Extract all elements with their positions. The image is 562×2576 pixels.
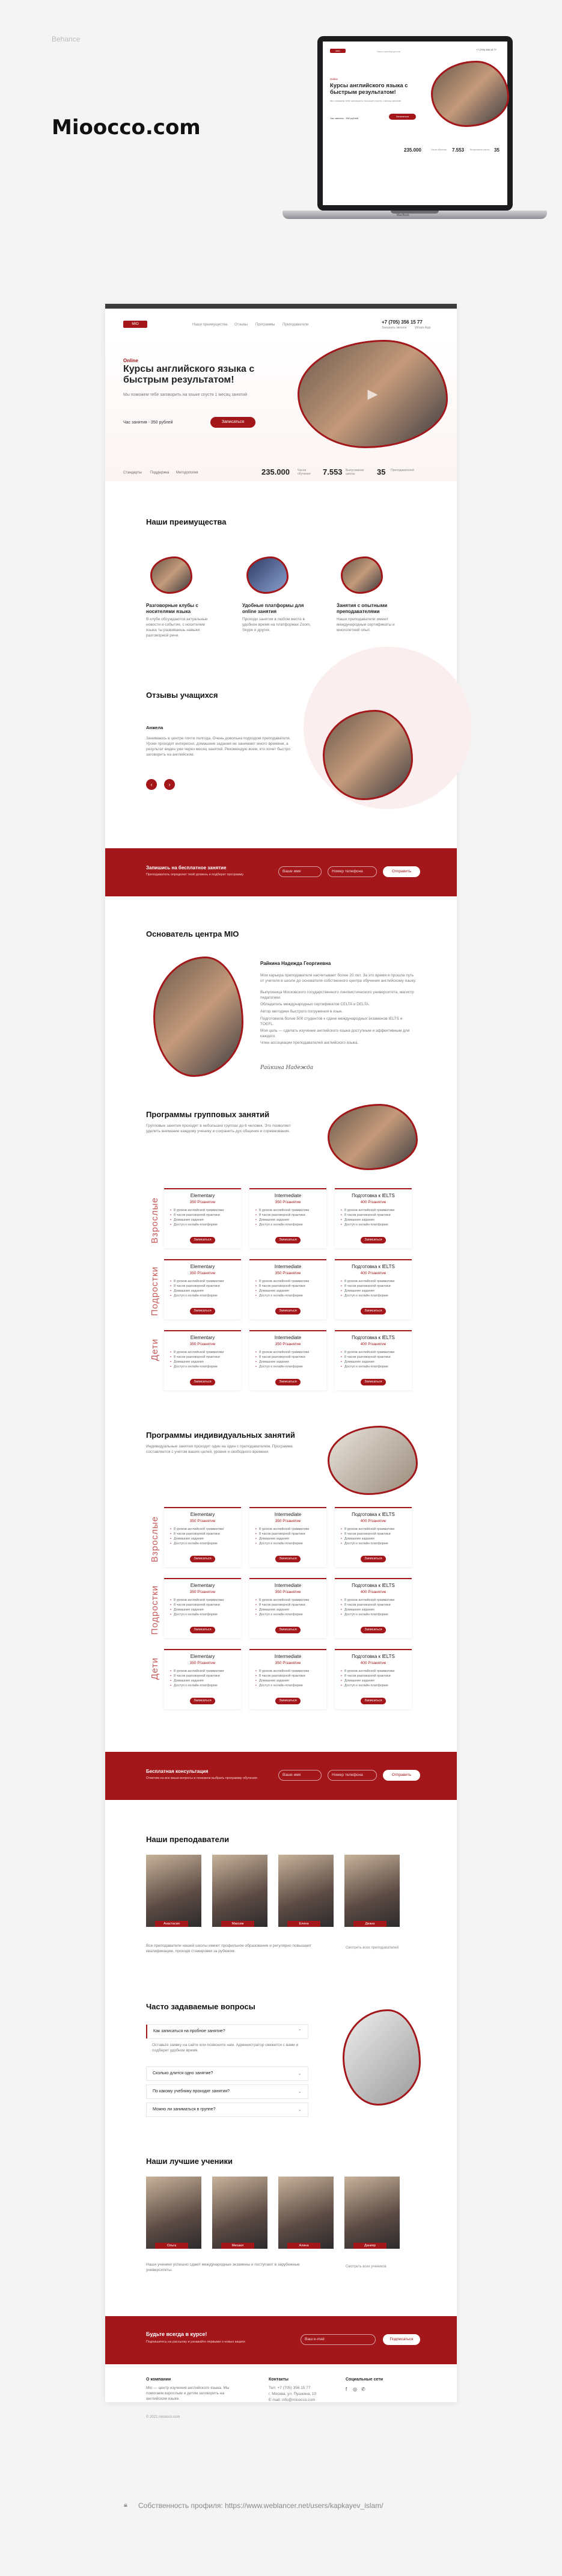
website-mockup <box>105 304 457 2419</box>
feature: • 8 уроков английской грамматики <box>259 1208 319 1213</box>
founder-para-4: Автор методики быстрого погружения в язык. <box>260 1009 343 1014</box>
card-signup-button[interactable]: Записаться <box>361 1556 386 1562</box>
feature: • 8 уроков английской грамматики <box>174 1669 234 1674</box>
feature: • 8 уроков английской грамматики <box>174 1208 234 1213</box>
feature: • Домашние задания <box>174 1607 234 1612</box>
pricing-card <box>164 1330 241 1390</box>
students-title: Наши лучшие ученики <box>146 2157 233 2166</box>
card-level: Подготовка к IELTS <box>352 1264 395 1269</box>
teacher-name: Елена <box>287 1921 320 1927</box>
hero-price: Час занятия - 350 рублей <box>123 421 173 425</box>
nav-reviews[interactable]: Отзывы <box>234 323 248 327</box>
card-signup-button[interactable]: Записаться <box>275 1237 301 1243</box>
card-level: Подготовка к IELTS <box>352 1512 395 1517</box>
card-price: 400 Р/занятие <box>360 1519 386 1523</box>
card-signup-button[interactable]: Записаться <box>361 1379 386 1385</box>
advantage-3-title: Занятия с опытными преподавателями <box>337 603 388 614</box>
feature: • Доступ к онлайн-платформе <box>174 1541 234 1546</box>
review-author: Анжела <box>146 725 163 730</box>
feature: • 8 уроков английской грамматики <box>344 1279 405 1284</box>
mini-nav: Наши преимущества <box>377 50 400 53</box>
faq-question: Как записаться на пробное занятие? <box>153 2029 225 2033</box>
teachers-text: Все преподаватели нашей школы имеют профильное образование и регулярно повышают квалификацию, проходя стажировки за рубежом. <box>146 1944 312 1953</box>
call-link[interactable]: Заказать звонок <box>382 326 407 330</box>
founder-para-3: Обладатель международных сертификатов CELTA и DELTA. <box>260 1002 370 1006</box>
card-level: Elementary <box>190 1654 215 1659</box>
feature: • Домашние задания <box>259 1289 319 1293</box>
students-text: Наши ученики успешно сдают международные экзамены и поступают в зарубежные университеты. <box>146 2263 300 2272</box>
pricing-card <box>249 1649 326 1709</box>
feature: • 8 часов разговорной практики <box>174 1532 234 1536</box>
advantage-1-text: В клубе обсуждаются актуальные новости и события, с носителем языка ты развиваешь навыки разговорной речи. <box>146 617 208 638</box>
card-signup-button[interactable]: Записаться <box>190 1698 215 1704</box>
feature: • 8 уроков английской грамматики <box>174 1350 234 1355</box>
signup-banner-title: Запишись на бесплатное занятие <box>146 865 227 870</box>
footer-contact-address: г. Москва, ул. Пушкина, 10 <box>269 2392 317 2396</box>
student-name: Михаил <box>221 2243 254 2249</box>
faq-item[interactable] <box>146 2085 308 2099</box>
consult-banner-subtitle: Ответим на все ваши вопросы и поможем выбрать программу обучения <box>146 1776 257 1780</box>
stat-graduates-value: 7.553 <box>323 467 343 476</box>
logo[interactable]: MIO <box>123 321 147 328</box>
hero-subtitle: Мы поможем тебе заговорить на языке спустя 1 месяц занятий <box>123 393 248 397</box>
feature: • Доступ к онлайн-платформе <box>259 1222 319 1227</box>
feature: • 8 уроков английской грамматики <box>344 1598 405 1603</box>
feature: • Домашние задания <box>174 1218 234 1222</box>
feature: • 8 уроков английской грамматики <box>174 1527 234 1532</box>
lock-icon: 🔒︎ <box>124 2501 127 2509</box>
feature: • 8 часов разговорной практики <box>174 1674 234 1678</box>
feature: • Доступ к онлайн-платформе <box>174 1364 234 1369</box>
card-price: 350 Р/занятие <box>275 1519 301 1523</box>
feature: • Домашние задания <box>174 1289 234 1293</box>
stat-hours-value: 235.000 <box>261 467 290 476</box>
card-price: 350 Р/занятие <box>189 1342 216 1346</box>
card-level: Подготовка к IELTS <box>352 1654 395 1659</box>
newsletter-subtitle: Подпишитесь на рассылку и узнавайте первыми о новых акциях <box>146 2340 246 2344</box>
reviews-title: Отзывы учащихся <box>146 691 218 700</box>
instagram-icon[interactable]: ◎ <box>353 2386 357 2392</box>
feature: • Домашние задания <box>344 1536 405 1541</box>
teachers-more-link[interactable]: Смотреть всех преподавателей <box>346 1946 399 1950</box>
feature: • 8 часов разговорной практики <box>174 1213 234 1218</box>
pricing-card <box>164 1649 241 1709</box>
feature: • Доступ к онлайн-платформе <box>174 1222 234 1227</box>
newsletter-title: Будьте всегда в курсе! <box>146 2331 207 2337</box>
feature: • 8 уроков английской грамматики <box>344 1527 405 1532</box>
laptop-screen-content <box>323 42 507 205</box>
feature: • 8 уроков английской грамматики <box>344 1208 405 1213</box>
pricing-card <box>335 1578 412 1638</box>
laptop-mockup <box>317 36 513 211</box>
chevron-up-icon: ⌃ <box>298 2029 302 2034</box>
footer-contact-email[interactable]: E-mail: info@mioocco.com <box>269 2398 316 2402</box>
feature: • 8 уроков английской грамматики <box>174 1279 234 1284</box>
feature: • 8 часов разговорной практики <box>344 1284 405 1289</box>
review-prev-button[interactable]: ‹ <box>146 779 157 790</box>
newsletter-submit-button[interactable]: Подписаться <box>383 2334 420 2345</box>
mini-stat-2: 7.553 <box>452 147 465 153</box>
card-level: Elementary <box>190 1512 215 1517</box>
card-price: 350 Р/занятие <box>189 1590 216 1594</box>
card-level: Elementary <box>190 1583 215 1588</box>
feature: • Домашние задания <box>259 1218 319 1222</box>
feature: • Доступ к онлайн-платформе <box>174 1683 234 1688</box>
pricing-card <box>335 1507 412 1567</box>
advantage-1-title: Разговорные клубы с носителями языка <box>146 603 198 614</box>
advantage-2-image <box>246 556 289 594</box>
signup-banner-subtitle: Преподаватель определит твой уровень и подберет программу <box>146 873 244 877</box>
feature: • Доступ к онлайн-платформе <box>344 1541 405 1546</box>
nav-programs[interactable]: Программы <box>255 323 275 327</box>
chip-standards[interactable]: Стандарты <box>123 471 142 475</box>
card-level: Intermediate <box>274 1512 302 1517</box>
card-price: 350 Р/занятие <box>189 1661 216 1665</box>
pricing-card <box>249 1188 326 1248</box>
chevron-down-icon: ⌄ <box>298 2089 302 2094</box>
footer-social-title: Социальные сети <box>346 2377 383 2382</box>
feature: • 8 часов разговорной практики <box>259 1284 319 1289</box>
category-teens: Подростки <box>150 1266 160 1316</box>
hero-title: Курсы английского языка с быстрым результатом! <box>123 364 255 385</box>
stat-teachers-label: Преподавателей <box>391 469 414 472</box>
hero-image <box>298 340 448 448</box>
feature: • Доступ к онлайн-платформе <box>344 1222 405 1227</box>
project-title: Mioocco.com <box>52 116 201 140</box>
feature: • Домашние задания <box>259 1678 319 1683</box>
feature: • 8 часов разговорной практики <box>344 1674 405 1678</box>
card-level: Подготовка к IELTS <box>352 1335 395 1340</box>
consult-phone-input[interactable]: Номер телефона <box>328 1770 377 1781</box>
review-next-button[interactable]: › <box>164 779 175 790</box>
laptop-label: MacBook <box>397 214 409 217</box>
card-signup-button[interactable]: Записаться <box>275 1556 301 1562</box>
feature: • Доступ к онлайн-платформе <box>259 1541 319 1546</box>
student-card[interactable] <box>146 2177 201 2249</box>
card-signup-button[interactable]: Записаться <box>361 1308 386 1314</box>
footer-contact-phone[interactable]: Тел: +7 (705) 356 15 77 <box>269 2386 311 2390</box>
faq-item[interactable] <box>146 2024 308 2039</box>
individual-programs-title: Программы индивидуальных занятий <box>146 1431 295 1440</box>
mini-hero-image <box>431 61 509 127</box>
signup-phone-input[interactable]: Номер телефона <box>328 866 377 877</box>
teacher-name: Максим <box>221 1921 254 1927</box>
student-name: Данияр <box>353 2243 386 2249</box>
group-programs-title: Программы групповых занятий <box>146 1110 270 1119</box>
chip-methodology[interactable]: Методология <box>176 471 198 475</box>
pricing-card <box>335 1649 412 1709</box>
mini-stat-2-label: Выпускников школы <box>470 149 490 151</box>
feature: • Доступ к онлайн-платформе <box>259 1364 319 1369</box>
card-level: Elementary <box>190 1335 215 1340</box>
mini-stat-3: 35 <box>494 147 499 153</box>
feature: • Домашние задания <box>259 1536 319 1541</box>
advantage-2-title: Удобные платформы для online занятия <box>242 603 304 614</box>
feature: • 8 часов разговорной практики <box>174 1355 234 1360</box>
student-card[interactable] <box>212 2177 267 2249</box>
category-adults: Взрослые <box>150 1197 160 1243</box>
founder-para-1: Моя карьера преподавателя насчитывает более 20 лет. За это время я прошла путь от учителя в школе до основателя собственного центра обучения английскому языку. <box>260 973 417 983</box>
header-phone[interactable]: +7 (705) 356 15 77 <box>382 319 423 325</box>
teacher-card[interactable] <box>344 1855 400 1927</box>
card-signup-button[interactable]: Записаться <box>275 1379 301 1385</box>
faq-item[interactable] <box>146 2103 308 2117</box>
feature: • 8 часов разговорной практики <box>344 1603 405 1607</box>
chevron-down-icon: ⌄ <box>298 2107 302 2112</box>
founder-name: Райкина Надежда Георгиевна <box>260 961 331 966</box>
hero-kicker: Online <box>123 358 138 363</box>
advantage-3-image <box>341 556 383 594</box>
card-level: Подготовка к IELTS <box>352 1193 395 1198</box>
pricing-card <box>164 1259 241 1319</box>
signup-name-input[interactable]: Ваше имя <box>278 866 322 877</box>
card-level: Intermediate <box>274 1583 302 1588</box>
feature: • Доступ к онлайн-платформе <box>259 1293 319 1298</box>
feature: • Домашние задания <box>344 1289 405 1293</box>
feature: • 8 часов разговорной практики <box>259 1532 319 1536</box>
feature: • 8 уроков английской грамматики <box>174 1598 234 1603</box>
founder-para-2: Выпускница Московского государственного лингвистического университета, магистр педагогики. <box>260 990 414 1000</box>
consult-name-input[interactable]: Ваше имя <box>278 1770 322 1781</box>
advantage-1-image <box>150 556 192 594</box>
feature: • Доступ к онлайн-платформе <box>344 1364 405 1369</box>
card-level: Подготовка к IELTS <box>352 1583 395 1588</box>
mini-phone: +7 (705) 356 15 77 <box>476 48 496 51</box>
founder-title: Основатель центра MIO <box>146 929 239 938</box>
card-level: Intermediate <box>274 1193 302 1198</box>
card-price: 400 Р/занятие <box>360 1590 386 1594</box>
card-signup-button[interactable]: Записаться <box>190 1379 215 1385</box>
feature: • Доступ к онлайн-платформе <box>259 1683 319 1688</box>
mini-hero-subtitle: Мы поможем тебе заговорить на языке спустя 1 месяц занятий <box>330 99 401 102</box>
chat-link[interactable]: Whats App <box>415 326 431 330</box>
teacher-name: Диана <box>353 1921 386 1927</box>
consult-banner-title: Бесплатная консультация <box>146 1769 209 1774</box>
feature: • Доступ к онлайн-платформе <box>174 1612 234 1617</box>
teacher-card[interactable] <box>278 1855 334 1927</box>
card-signup-button[interactable]: Записаться <box>275 1698 301 1704</box>
card-price: 400 Р/занятие <box>360 1271 386 1275</box>
individual-pricing-grid <box>146 1507 423 1718</box>
group-pricing-grid <box>146 1188 423 1399</box>
student-name: Ольга <box>155 2243 188 2249</box>
mini-hero-price: Час занятия - 350 рублей <box>330 117 359 120</box>
founder-para-6: Моя цель — сделать изучение английского языка доступным и эффективным для каждого. <box>260 1029 410 1038</box>
nav-advantages[interactable]: Наши преимущества <box>192 323 228 327</box>
founder-photo <box>153 957 243 1077</box>
card-price: 400 Р/занятие <box>360 1200 386 1204</box>
feature: • 8 часов разговорной практики <box>259 1213 319 1218</box>
footer-copyright: © 2021 mioocco.com <box>146 2415 180 2419</box>
pricing-card <box>249 1330 326 1390</box>
consult-submit-button[interactable]: Отправить <box>383 1770 420 1781</box>
faq-title: Часто задаваемые вопросы <box>146 2002 255 2011</box>
pricing-card <box>249 1507 326 1567</box>
feature: • Домашние задания <box>174 1360 234 1364</box>
student-card[interactable] <box>344 2177 400 2249</box>
feature: • Домашние задания <box>259 1360 319 1364</box>
feature: • 8 уроков английской грамматики <box>259 1527 319 1532</box>
advantages-title: Наши преимущества <box>146 517 227 526</box>
feature: • 8 часов разговорной практики <box>344 1532 405 1536</box>
browser-bar <box>105 304 457 309</box>
student-card[interactable] <box>278 2177 334 2249</box>
mini-kicker: Online <box>330 78 338 81</box>
pricing-card <box>164 1578 241 1638</box>
feature: • 8 часов разговорной практики <box>344 1355 405 1360</box>
category-kids: Дети <box>150 1339 160 1361</box>
pricing-card <box>335 1330 412 1390</box>
founder-para-7: Член ассоциации преподавателей английского языка. <box>260 1041 359 1045</box>
feature: • 8 уроков английской грамматики <box>344 1350 405 1355</box>
advantage-3-text: Наши преподаватели имеют международные сертификаты и многолетний опыт. <box>337 617 395 632</box>
card-price: 400 Р/занятие <box>360 1342 386 1346</box>
pricing-card <box>249 1259 326 1319</box>
card-level: Elementary <box>190 1264 215 1269</box>
feature: • 8 уроков английской грамматики <box>259 1669 319 1674</box>
feature: • Домашние задания <box>344 1678 405 1683</box>
feature: • Доступ к онлайн-платформе <box>174 1293 234 1298</box>
card-price: 400 Р/занятие <box>360 1661 386 1665</box>
mini-stat-1: 235.000 <box>404 147 421 153</box>
footer-about-title: О компании <box>146 2377 171 2382</box>
feature: • 8 уроков английской грамматики <box>259 1598 319 1603</box>
student-name: Алина <box>287 2243 320 2249</box>
faq-question: Сколько длится одно занятие? <box>153 2071 213 2075</box>
feature: • 8 часов разговорной практики <box>259 1355 319 1360</box>
feature: • Домашние задания <box>344 1607 405 1612</box>
individual-programs-text: Индивидуальные занятия проходят один на один с преподавателем. Программа составляется с учетом ваших целей, уровня и свободного времени. <box>146 1444 293 1454</box>
feature: • Домашние задания <box>259 1607 319 1612</box>
video-call-icon: ▶ <box>367 386 378 401</box>
card-price: 350 Р/занятие <box>275 1661 301 1665</box>
facebook-icon[interactable]: f <box>346 2386 347 2392</box>
mini-hero-cta: Записаться <box>389 114 416 120</box>
card-signup-button[interactable]: Записаться <box>361 1698 386 1704</box>
review-text: Занимаюсь в центре почти полгода. Очень довольна подходом преподавателя. Уроки проходят интересно, домашние задания не занимают много времени, а результат виден уже через месяц занятий. Рекомендую всем, кто хочет быстро заговорить на английском. <box>146 736 291 757</box>
mini-stat-1-label: Часов обучения <box>431 149 447 151</box>
faq-item[interactable] <box>146 2066 308 2081</box>
newsletter-email-input[interactable]: Ваш e-mail <box>301 2334 376 2345</box>
founder-signature: Райкина Надежда <box>260 1065 314 1071</box>
card-level: Intermediate <box>274 1654 302 1659</box>
feature: • Доступ к онлайн-платформе <box>344 1683 405 1688</box>
card-price: 350 Р/занятие <box>189 1519 216 1523</box>
feature: • 8 часов разговорной практики <box>344 1213 405 1218</box>
faq-answer: Оставьте заявку на сайте или позвоните нам. Администратор свяжется с вами и подберет удобное время. <box>152 2043 299 2053</box>
card-level: Elementary <box>190 1193 215 1198</box>
faq-image <box>343 2009 421 2106</box>
card-signup-button[interactable]: Записаться <box>190 1556 215 1562</box>
stat-graduates-label: Выпускников школы <box>346 469 364 476</box>
whatsapp-icon[interactable]: ✆ <box>361 2386 365 2392</box>
presentation-label: Behance <box>52 35 81 43</box>
feature: • Домашние задания <box>344 1360 405 1364</box>
teacher-card[interactable] <box>146 1855 201 1927</box>
pricing-card <box>335 1259 412 1319</box>
stat-hours-label: Часов обучения <box>298 469 311 476</box>
signup-submit-button[interactable]: Отправить <box>383 866 420 877</box>
card-signup-button[interactable]: Записаться <box>275 1627 301 1633</box>
ownership-credit: Собственность профиля: https://www.weblancer.net/users/kapkayev_islam/ <box>138 2501 383 2510</box>
feature: • Домашние задания <box>174 1678 234 1683</box>
pricing-card <box>164 1188 241 1248</box>
card-price: 350 Р/занятие <box>275 1342 301 1346</box>
chevron-down-icon: ⌄ <box>298 2071 302 2076</box>
mini-logo: MIO <box>330 49 346 53</box>
card-price: 350 Р/занятие <box>275 1271 301 1275</box>
group-programs-text: Групповые занятия проходят в небольших группах до 6 человек. Это позволяет уделить внимание каждому ученику и сохранить дух общения и соревнования. <box>146 1124 291 1133</box>
feature: • 8 часов разговорной практики <box>259 1603 319 1607</box>
faq-question: По какому учебнику проходят занятия? <box>153 2089 230 2094</box>
card-level: Intermediate <box>274 1264 302 1269</box>
group-programs-image <box>328 1104 418 1170</box>
card-signup-button[interactable]: Записаться <box>190 1308 215 1314</box>
card-price: 350 Р/занятие <box>189 1271 216 1275</box>
card-price: 350 Р/занятие <box>189 1200 216 1204</box>
feature: • 8 часов разговорной практики <box>174 1284 234 1289</box>
hero-signup-button[interactable]: Записаться <box>210 417 255 428</box>
feature: • 8 часов разговорной практики <box>174 1603 234 1607</box>
card-signup-button[interactable]: Записаться <box>275 1308 301 1314</box>
founder-para-5: Подготовила более 500 студентов к сдаче международных экзаменов IELTS и TOEFL. <box>260 1017 403 1026</box>
individual-programs-image <box>328 1426 418 1495</box>
category-adults: Взрослые <box>150 1516 160 1562</box>
card-price: 350 Р/занятие <box>275 1590 301 1594</box>
feature: • Доступ к онлайн-платформе <box>259 1612 319 1617</box>
teacher-card[interactable] <box>212 1855 267 1927</box>
teacher-name: Анастасия <box>155 1921 188 1927</box>
pricing-card <box>164 1507 241 1567</box>
chip-support[interactable]: Поддержка <box>150 471 170 475</box>
feature: • Доступ к онлайн-платформе <box>344 1293 405 1298</box>
card-level: Intermediate <box>274 1335 302 1340</box>
feature: • 8 уроков английской грамматики <box>259 1350 319 1355</box>
category-kids: Дети <box>150 1657 160 1680</box>
feature: • 8 часов разговорной практики <box>259 1674 319 1678</box>
faq-question: Можно ли заниматься в группе? <box>153 2107 216 2112</box>
teachers-title: Наши преподаватели <box>146 1835 230 1844</box>
card-price: 350 Р/занятие <box>275 1200 301 1204</box>
card-signup-button[interactable]: Записаться <box>361 1237 386 1243</box>
feature: • 8 уроков английской грамматики <box>344 1669 405 1674</box>
pricing-card <box>335 1188 412 1248</box>
advantage-2-text: Проходи занятия в любом месте в удобное время на платформах Zoom, Skype и других. <box>242 617 311 632</box>
mini-hero-title: Курсы английского языка с быстрым результатом! <box>330 82 408 96</box>
pricing-card <box>249 1578 326 1638</box>
feature: • 8 уроков английской грамматики <box>259 1279 319 1284</box>
footer-contacts-title: Контакты <box>269 2377 289 2382</box>
nav-teachers[interactable]: Преподаватели <box>283 323 309 327</box>
footer-about-text: Mio — центр изучения английского языка. Мы помогаем взрослым и детям заговорить на английском языке. <box>146 2386 230 2401</box>
feature: • Домашние задания <box>174 1536 234 1541</box>
category-teens: Подростки <box>150 1585 160 1635</box>
feature: • Доступ к онлайн-платформе <box>344 1612 405 1617</box>
stat-teachers-value: 35 <box>377 467 386 476</box>
feature: • Домашние задания <box>344 1218 405 1222</box>
students-more-link[interactable]: Смотреть всех учеников <box>346 2265 386 2269</box>
card-signup-button[interactable]: Записаться <box>190 1237 215 1243</box>
card-signup-button[interactable]: Записаться <box>190 1627 215 1633</box>
card-signup-button[interactable]: Записаться <box>361 1627 386 1633</box>
